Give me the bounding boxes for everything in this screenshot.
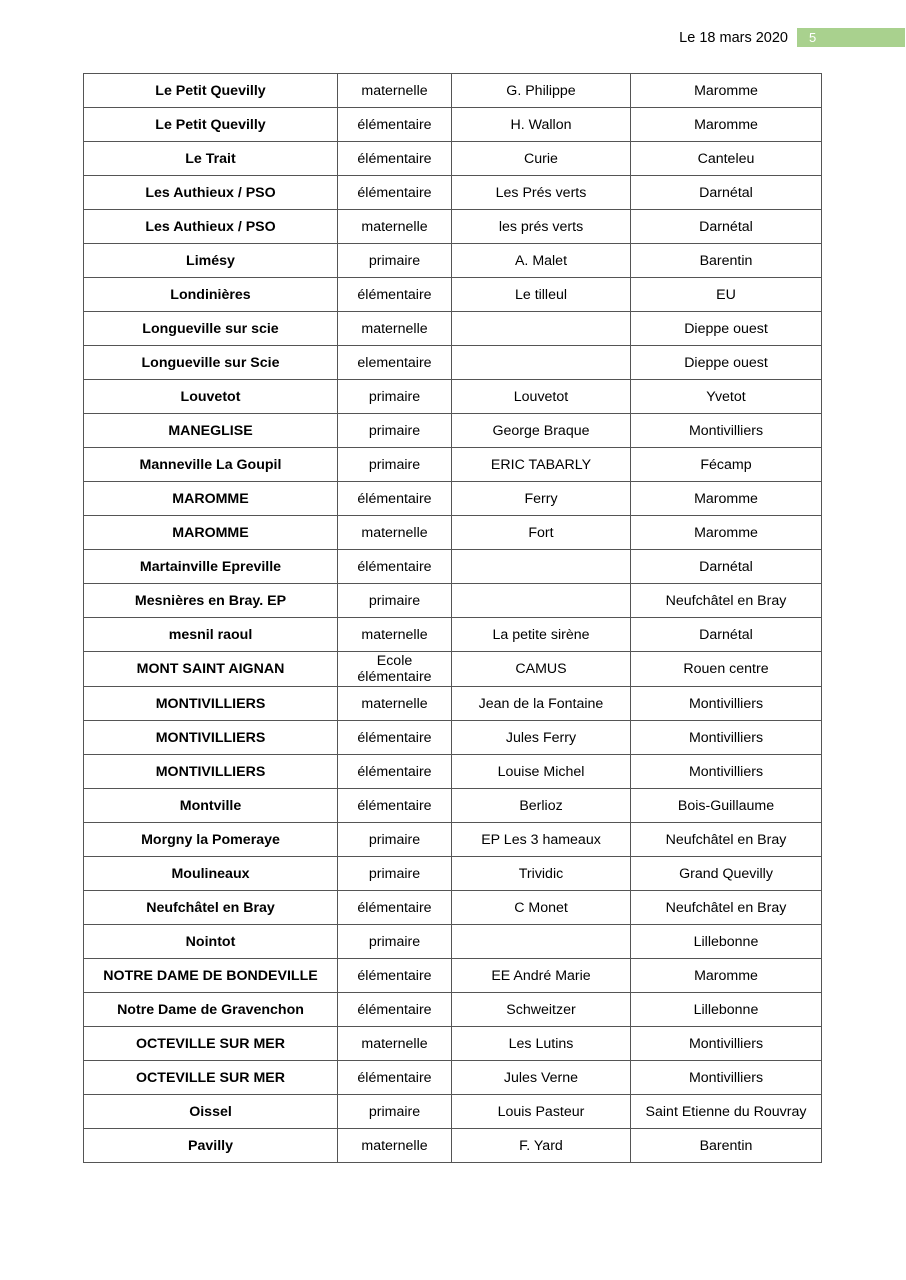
school-type-cell: élémentaire: [338, 550, 452, 584]
commune-cell: Manneville La Goupil: [84, 448, 338, 482]
school-type-cell: primaire: [338, 380, 452, 414]
school-type-cell: maternelle: [338, 210, 452, 244]
circonscription-cell: Saint Etienne du Rouvray: [631, 1095, 822, 1129]
school-name-cell: Fort: [452, 516, 631, 550]
circonscription-cell: Maromme: [631, 959, 822, 993]
school-type-cell: élémentaire: [338, 721, 452, 755]
school-type-cell: primaire: [338, 857, 452, 891]
school-type-cell: primaire: [338, 1095, 452, 1129]
school-name-cell: Ferry: [452, 482, 631, 516]
school-type-cell: élémentaire: [338, 482, 452, 516]
school-type-cell: primaire: [338, 584, 452, 618]
table-row: [84, 176, 822, 210]
table-row: [84, 278, 822, 312]
page-number-badge: 5: [797, 28, 905, 47]
school-type-cell: primaire: [338, 823, 452, 857]
school-type-cell: elementaire: [338, 346, 452, 380]
table-row: [84, 448, 822, 482]
school-name-cell: Le tilleul: [452, 278, 631, 312]
school-type-cell: primaire: [338, 448, 452, 482]
commune-cell: MONTIVILLIERS: [84, 755, 338, 789]
table-row: [84, 925, 822, 959]
circonscription-cell: Montivilliers: [631, 755, 822, 789]
circonscription-cell: Maromme: [631, 108, 822, 142]
school-type-cell: élémentaire: [338, 1061, 452, 1095]
school-type-cell: primaire: [338, 244, 452, 278]
school-name-cell: les prés verts: [452, 210, 631, 244]
commune-cell: OCTEVILLE SUR MER: [84, 1027, 338, 1061]
commune-cell: Londinières: [84, 278, 338, 312]
table-row: [84, 823, 822, 857]
table-row: [84, 516, 822, 550]
commune-cell: Neufchâtel en Bray: [84, 891, 338, 925]
school-type-cell: primaire: [338, 414, 452, 448]
commune-cell: Mesnières en Bray. EP: [84, 584, 338, 618]
commune-cell: Notre Dame de Gravenchon: [84, 993, 338, 1027]
circonscription-cell: Grand Quevilly: [631, 857, 822, 891]
school-type-cell: maternelle: [338, 1129, 452, 1163]
school-type-cell: maternelle: [338, 516, 452, 550]
commune-cell: Oissel: [84, 1095, 338, 1129]
circonscription-cell: Canteleu: [631, 142, 822, 176]
circonscription-cell: Montivilliers: [631, 687, 822, 721]
school-name-cell: ERIC TABARLY: [452, 448, 631, 482]
circonscription-cell: Lillebonne: [631, 993, 822, 1027]
commune-cell: Pavilly: [84, 1129, 338, 1163]
school-name-cell: EP Les 3 hameaux: [452, 823, 631, 857]
school-type-cell: élémentaire: [338, 278, 452, 312]
schools-table-body: [84, 74, 822, 1163]
table-row: [84, 1027, 822, 1061]
table-row: [84, 346, 822, 380]
school-name-cell: G. Philippe: [452, 74, 631, 108]
circonscription-cell: Montivilliers: [631, 414, 822, 448]
school-name-cell: Jean de la Fontaine: [452, 687, 631, 721]
school-name-cell: A. Malet: [452, 244, 631, 278]
school-name-cell: CAMUS: [452, 652, 631, 687]
circonscription-cell: Lillebonne: [631, 925, 822, 959]
commune-cell: MAROMME: [84, 516, 338, 550]
table-row: [84, 755, 822, 789]
circonscription-cell: Dieppe ouest: [631, 346, 822, 380]
school-name-cell: [452, 925, 631, 959]
school-name-cell: Louis Pasteur: [452, 1095, 631, 1129]
table-row: [84, 108, 822, 142]
commune-cell: Louvetot: [84, 380, 338, 414]
school-type-cell: maternelle: [338, 312, 452, 346]
commune-cell: Les Authieux / PSO: [84, 176, 338, 210]
commune-cell: Les Authieux / PSO: [84, 210, 338, 244]
school-name-cell: H. Wallon: [452, 108, 631, 142]
table-row: [84, 482, 822, 516]
circonscription-cell: Neufchâtel en Bray: [631, 823, 822, 857]
commune-cell: MONTIVILLIERS: [84, 721, 338, 755]
commune-cell: MONTIVILLIERS: [84, 687, 338, 721]
circonscription-cell: Darnétal: [631, 176, 822, 210]
table-row: [84, 414, 822, 448]
table-row: [84, 687, 822, 721]
commune-cell: Martainville Epreville: [84, 550, 338, 584]
school-type-cell: élémentaire: [338, 755, 452, 789]
table-row: [84, 618, 822, 652]
table-row: [84, 142, 822, 176]
commune-cell: Nointot: [84, 925, 338, 959]
school-type-cell: maternelle: [338, 618, 452, 652]
school-type-cell: élémentaire: [338, 176, 452, 210]
commune-cell: Le Petit Quevilly: [84, 74, 338, 108]
school-name-cell: EE André Marie: [452, 959, 631, 993]
school-name-cell: [452, 584, 631, 618]
circonscription-cell: Yvetot: [631, 380, 822, 414]
commune-cell: Montville: [84, 789, 338, 823]
commune-cell: MANEGLISE: [84, 414, 338, 448]
school-type-cell: primaire: [338, 925, 452, 959]
commune-cell: Le Petit Quevilly: [84, 108, 338, 142]
table-row: [84, 652, 822, 687]
school-type-cell: élémentaire: [338, 959, 452, 993]
circonscription-cell: Montivilliers: [631, 1061, 822, 1095]
school-type-cell: maternelle: [338, 687, 452, 721]
circonscription-cell: Darnétal: [631, 550, 822, 584]
commune-cell: Le Trait: [84, 142, 338, 176]
circonscription-cell: Montivilliers: [631, 721, 822, 755]
school-type-cell: maternelle: [338, 1027, 452, 1061]
circonscription-cell: Maromme: [631, 482, 822, 516]
commune-cell: Moulineaux: [84, 857, 338, 891]
circonscription-cell: Bois-Guillaume: [631, 789, 822, 823]
table-row: [84, 993, 822, 1027]
circonscription-cell: Rouen centre: [631, 652, 822, 687]
commune-cell: Longueville sur Scie: [84, 346, 338, 380]
commune-cell: MAROMME: [84, 482, 338, 516]
school-type-cell: maternelle: [338, 74, 452, 108]
school-name-cell: [452, 550, 631, 584]
commune-cell: MONT SAINT AIGNAN: [84, 652, 338, 687]
commune-cell: Limésy: [84, 244, 338, 278]
schools-table: [83, 73, 822, 1163]
circonscription-cell: Neufchâtel en Bray: [631, 584, 822, 618]
school-name-cell: George Braque: [452, 414, 631, 448]
school-name-cell: Louise Michel: [452, 755, 631, 789]
school-name-cell: Trividic: [452, 857, 631, 891]
school-name-cell: Curie: [452, 142, 631, 176]
commune-cell: NOTRE DAME DE BONDEVILLE: [84, 959, 338, 993]
table-row: [84, 244, 822, 278]
circonscription-cell: Maromme: [631, 516, 822, 550]
commune-cell: Longueville sur scie: [84, 312, 338, 346]
circonscription-cell: Darnétal: [631, 618, 822, 652]
school-name-cell: [452, 312, 631, 346]
table-row: [84, 959, 822, 993]
school-type-cell: élémentaire: [338, 993, 452, 1027]
school-name-cell: Louvetot: [452, 380, 631, 414]
table-row: [84, 1129, 822, 1163]
school-type-cell: élémentaire: [338, 108, 452, 142]
circonscription-cell: Fécamp: [631, 448, 822, 482]
circonscription-cell: Barentin: [631, 244, 822, 278]
circonscription-cell: Neufchâtel en Bray: [631, 891, 822, 925]
school-name-cell: C Monet: [452, 891, 631, 925]
circonscription-cell: Darnétal: [631, 210, 822, 244]
school-name-cell: Schweitzer: [452, 993, 631, 1027]
table-row: [84, 380, 822, 414]
table-row: [84, 789, 822, 823]
school-type-cell: élémentaire: [338, 142, 452, 176]
school-name-cell: Les Prés verts: [452, 176, 631, 210]
table-row: [84, 550, 822, 584]
header-date: Le 18 mars 2020: [679, 30, 788, 46]
school-name-cell: Les Lutins: [452, 1027, 631, 1061]
school-type-cell: élémentaire: [338, 891, 452, 925]
circonscription-cell: EU: [631, 278, 822, 312]
commune-cell: mesnil raoul: [84, 618, 338, 652]
school-type-cell: élémentaire: [338, 789, 452, 823]
school-name-cell: Jules Ferry: [452, 721, 631, 755]
table-row: [84, 1061, 822, 1095]
table-row: [84, 584, 822, 618]
circonscription-cell: Dieppe ouest: [631, 312, 822, 346]
table-row: [84, 210, 822, 244]
school-name-cell: Berlioz: [452, 789, 631, 823]
commune-cell: OCTEVILLE SUR MER: [84, 1061, 338, 1095]
table-row: [84, 74, 822, 108]
school-name-cell: [452, 346, 631, 380]
school-name-cell: Jules Verne: [452, 1061, 631, 1095]
table-row: [84, 1095, 822, 1129]
table-row: [84, 721, 822, 755]
table-row: [84, 891, 822, 925]
circonscription-cell: Montivilliers: [631, 1027, 822, 1061]
table-row: [84, 857, 822, 891]
school-type-cell: Ecole élémentaire: [338, 652, 452, 687]
school-name-cell: F. Yard: [452, 1129, 631, 1163]
circonscription-cell: Maromme: [631, 74, 822, 108]
table-row: [84, 312, 822, 346]
school-name-cell: La petite sirène: [452, 618, 631, 652]
commune-cell: Morgny la Pomeraye: [84, 823, 338, 857]
circonscription-cell: Barentin: [631, 1129, 822, 1163]
